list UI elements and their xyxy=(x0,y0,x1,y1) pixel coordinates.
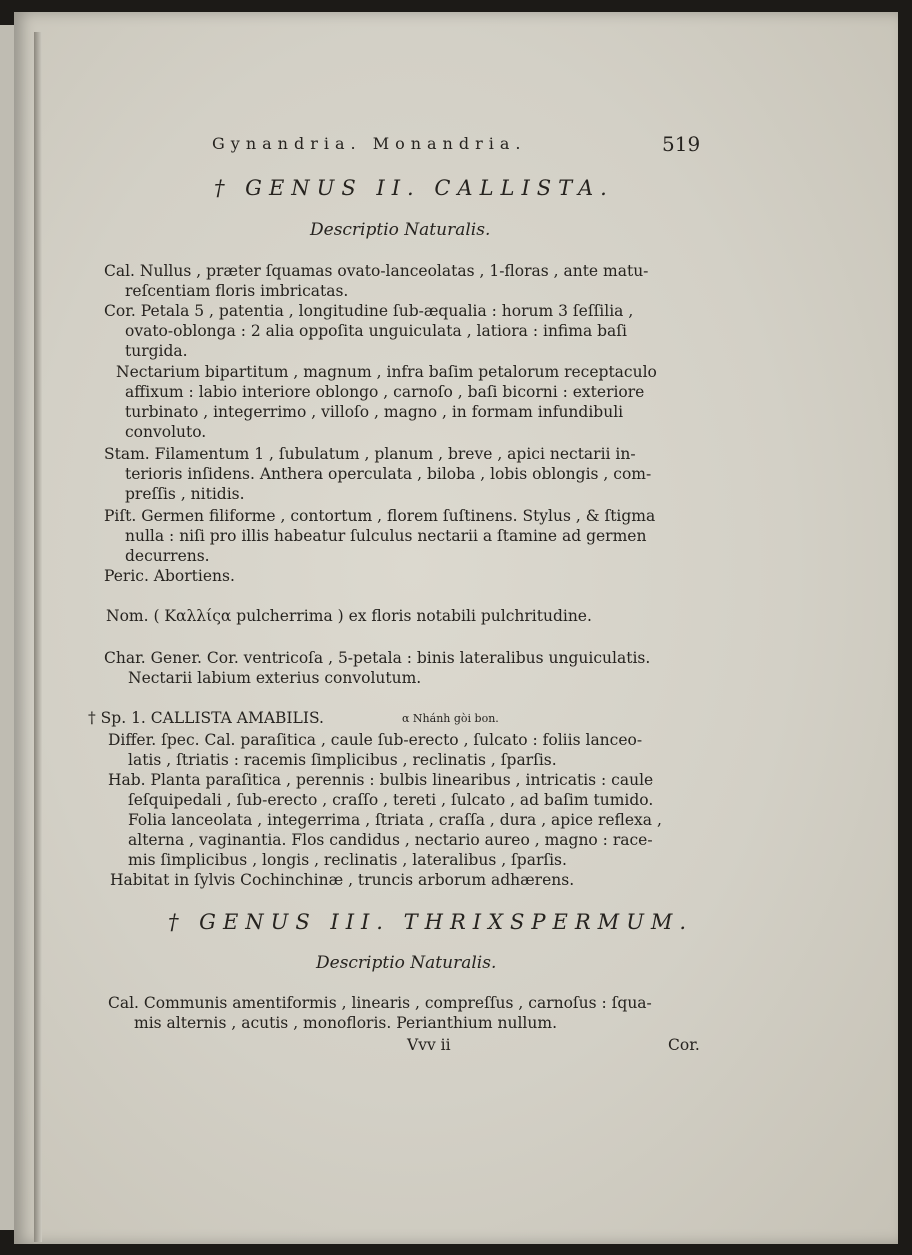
text-line: nulla : niſi pro illis habeatur ſulculus nectarii a ſtamine ad germen xyxy=(125,527,647,545)
text-line: Peric. Abortiens. xyxy=(104,567,235,585)
text-line: latis , ſtriatis : racemis ſimplicibus , reclinatis , ſparſis. xyxy=(128,751,557,769)
text-line: convoluto. xyxy=(125,423,207,441)
text-line: affixum : labio interiore oblongo , carnoſo , baſi bicorni : exteriore xyxy=(125,383,645,401)
char-gener-line-1: Char. Gener. Cor. ventricoſa , 5-petala : binis lateralibus unguiculatis. xyxy=(104,649,651,667)
text-line: ſeſquipedali , ſub-erecto , craſſo , tereti , ſulcato , ad baſim tumido. xyxy=(128,791,654,809)
text-line: decurrens. xyxy=(125,547,210,565)
text-line: Folia lanceolata , integerrima , ſtriata , craſſa , dura , apice reflexa , xyxy=(128,811,662,829)
species-vernacular-name: α Nhánh gòi bon. xyxy=(402,712,499,725)
text-line: Cal. Communis amentiformis , linearis , compreſſus , carnoſus : ſqua- xyxy=(108,994,652,1012)
species-heading: † Sp. 1. CALLISTA AMABILIS. xyxy=(88,709,324,727)
text-line: Habitat in ſylvis Cochinchinæ , truncis arborum adhærens. xyxy=(110,871,575,889)
catchword: Cor. xyxy=(668,1036,700,1054)
text-line: Piſt. Germen filiforme , contortum , florem ſuſtinens. Stylus , & ſtigma xyxy=(104,507,656,525)
signature-mark: Vvv ii xyxy=(407,1036,451,1054)
page-number: 519 xyxy=(662,132,701,156)
text-line: Nectarium bipartitum , magnum , infra baſim petalorum receptaculo xyxy=(116,363,657,381)
text-line: Hab. Planta paraſitica , perennis : bulbis linearibus , intricatis : caule xyxy=(108,771,654,789)
running-title: Gynandria. Monandria. xyxy=(212,134,527,153)
text-line: mis ſimplicibus , longis , reclinatis , lateralibus , ſparſis. xyxy=(128,851,567,869)
text-line: turgida. xyxy=(125,342,188,360)
text-line: preſſis , nitidis. xyxy=(125,485,245,503)
genus-ii-title: † GENUS II. CALLISTA. xyxy=(214,176,614,200)
text-line: Differ. ſpec. Cal. paraſitica , caule ſub-erecto , ſulcato : foliis lanceo- xyxy=(108,731,643,749)
genus-iii-subtitle: Descriptio Naturalis. xyxy=(316,953,497,973)
genus-ii-subtitle: Descriptio Naturalis. xyxy=(310,220,491,240)
char-gener-line-2: Nectarii labium exterius convolutum. xyxy=(128,669,422,687)
text-line: ovato-oblonga : 2 alia oppoſita unguiculata , latiora : infima baſi xyxy=(125,322,627,340)
genus-iii-title: † GENUS III. THRIXSPERMUM. xyxy=(168,910,694,934)
text-line: turbinato , integerrimo , villoſo , magno , in formam infundibuli xyxy=(125,403,624,421)
text-line: Cal. Nullus , præter ſquamas ovato-lanceolatas , 1-floras , ante matu- xyxy=(104,262,649,280)
nomenclature-line: Nom. ( Καλλίςα pulcherrima ) ex floris notabili pulchritudine. xyxy=(106,607,592,625)
text-line: Stam. Filamentum 1 , ſubulatum , planum , breve , apici nectarii in- xyxy=(104,445,636,463)
text-line: Cor. Petala 5 , patentia , longitudine ſub-æqualia : horum 3 ſeſſilia , xyxy=(104,302,634,320)
page-gutter xyxy=(34,32,42,1242)
text-line: alterna , vaginantia. Flos candidus , nectario aureo , magno : race- xyxy=(128,831,653,849)
text-line: mis alternis , acutis , monofloris. Perianthium nullum. xyxy=(134,1014,557,1032)
text-line: reſcentiam floris imbricatas. xyxy=(125,282,349,300)
text-line: terioris inſidens. Anthera operculata , biloba , lobis oblongis , com- xyxy=(125,465,652,483)
